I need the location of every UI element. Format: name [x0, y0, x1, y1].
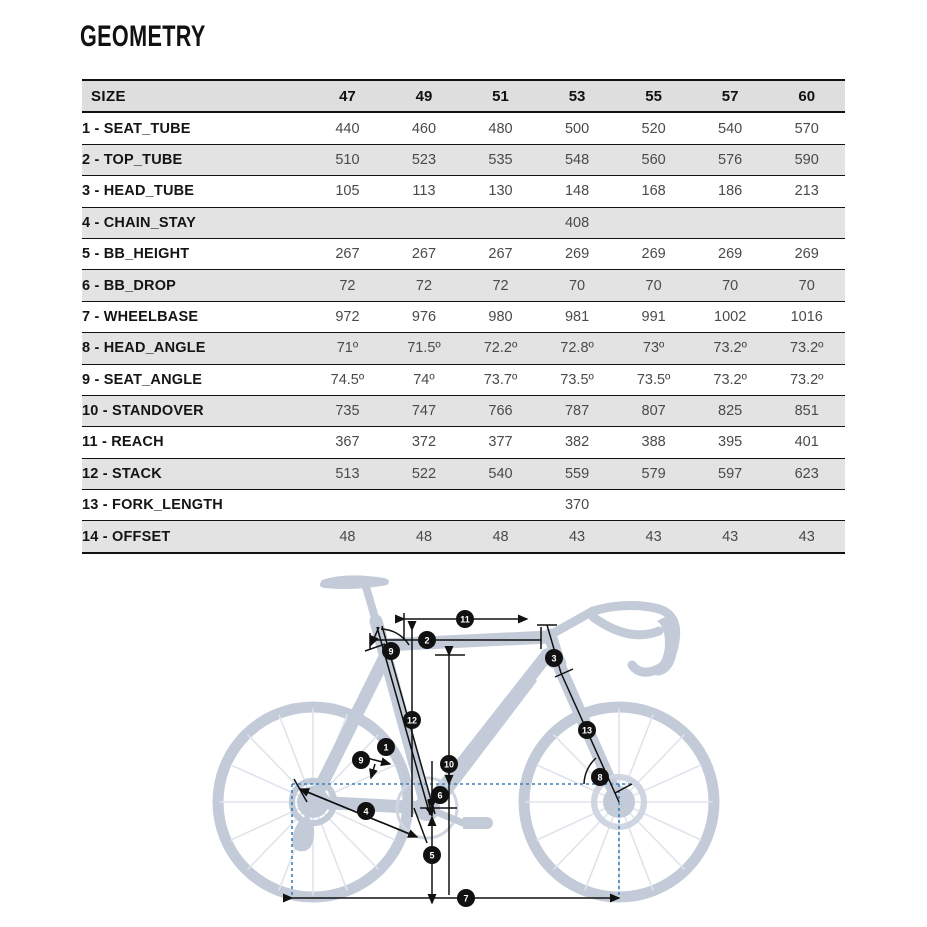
page-title: GEOMETRY: [80, 20, 206, 53]
table-row: [82, 333, 845, 364]
row-value: 382: [539, 427, 616, 458]
row-value: 73.2º: [768, 333, 845, 364]
svg-text:13: 13: [581, 725, 593, 736]
row-value: 522: [386, 458, 463, 489]
row-label: 2 - TOP_TUBE: [82, 144, 309, 175]
svg-text:12: 12: [406, 715, 418, 726]
table-row: [82, 458, 845, 489]
marker-5: [423, 846, 441, 864]
row-value: 43: [692, 521, 769, 553]
header-size-51: 51: [462, 80, 539, 112]
row-label: 11 - REACH: [82, 427, 309, 458]
row-value: 851: [768, 395, 845, 426]
row-value: 73.5º: [539, 364, 616, 395]
marker-10: [440, 755, 458, 773]
row-value: 73.2º: [692, 333, 769, 364]
row-value: 500: [539, 112, 616, 144]
svg-text:1: 1: [383, 742, 389, 753]
row-value: 70: [539, 270, 616, 301]
row-value: 520: [615, 112, 692, 144]
row-value: 976: [386, 301, 463, 332]
row-value-empty: [768, 207, 845, 238]
row-label: 5 - BB_HEIGHT: [82, 238, 309, 269]
svg-text:8: 8: [597, 772, 603, 783]
row-value: 623: [768, 458, 845, 489]
row-value: 71.5º: [386, 333, 463, 364]
marker-8: [591, 768, 609, 786]
row-value: 460: [386, 112, 463, 144]
svg-text:6: 6: [437, 790, 443, 801]
table-header: [82, 80, 845, 112]
table-row: [82, 207, 845, 238]
marker-7: [457, 889, 475, 907]
table-row: [82, 301, 845, 332]
row-value: 367: [309, 427, 386, 458]
row-value: 981: [539, 301, 616, 332]
row-value: 401: [768, 427, 845, 458]
row-value: 440: [309, 112, 386, 144]
table-row: [82, 112, 845, 144]
row-value: 48: [309, 521, 386, 553]
row-value: 548: [539, 144, 616, 175]
row-value: 267: [462, 238, 539, 269]
row-value-empty: [462, 490, 539, 521]
header-row: [82, 80, 845, 112]
row-label: 3 - HEAD_TUBE: [82, 176, 309, 207]
marker-1: [377, 738, 395, 756]
table-row: [82, 144, 845, 175]
row-value-empty: [768, 490, 845, 521]
row-value: 480: [462, 112, 539, 144]
row-value: 72.8º: [539, 333, 616, 364]
table-row: [82, 176, 845, 207]
row-label: 4 - CHAIN_STAY: [82, 207, 309, 238]
row-value: 72: [309, 270, 386, 301]
svg-text:3: 3: [551, 653, 557, 664]
row-value: 48: [386, 521, 463, 553]
geometry-table: [82, 79, 845, 554]
row-value-shared: 370: [539, 490, 616, 521]
table-body: [82, 112, 845, 552]
table-row: [82, 270, 845, 301]
marker-9-bottom: [352, 751, 370, 769]
svg-text:4: 4: [363, 806, 369, 817]
row-value: 735: [309, 395, 386, 426]
row-value: 148: [539, 176, 616, 207]
header-size-53: 53: [539, 80, 616, 112]
row-value: 523: [386, 144, 463, 175]
row-value-empty: [692, 207, 769, 238]
row-value: 73.2º: [692, 364, 769, 395]
row-value: 510: [309, 144, 386, 175]
svg-text:7: 7: [463, 893, 469, 904]
row-value: 513: [309, 458, 386, 489]
row-value-empty: [615, 490, 692, 521]
row-value: 535: [462, 144, 539, 175]
row-value-empty: [615, 207, 692, 238]
row-value-empty: [386, 490, 463, 521]
row-value: 130: [462, 176, 539, 207]
svg-text:5: 5: [429, 850, 435, 861]
row-value: 72: [462, 270, 539, 301]
row-value: 72: [386, 270, 463, 301]
row-value: 980: [462, 301, 539, 332]
row-value: 559: [539, 458, 616, 489]
row-value: 560: [615, 144, 692, 175]
row-value: 73.7º: [462, 364, 539, 395]
header-size-55: 55: [615, 80, 692, 112]
marker-2: [418, 631, 436, 649]
row-value-empty: [309, 490, 386, 521]
row-label: 9 - SEAT_ANGLE: [82, 364, 309, 395]
row-value: 72.2º: [462, 333, 539, 364]
row-value: 377: [462, 427, 539, 458]
row-value: 590: [768, 144, 845, 175]
row-value: 70: [615, 270, 692, 301]
row-value: 168: [615, 176, 692, 207]
row-value: 213: [768, 176, 845, 207]
row-value: 269: [768, 238, 845, 269]
row-value: 807: [615, 395, 692, 426]
svg-text:10: 10: [443, 759, 455, 770]
header-size-60: 60: [768, 80, 845, 112]
marker-13: [578, 721, 596, 739]
table-row: [82, 490, 845, 521]
row-value: 73º: [615, 333, 692, 364]
row-value: 43: [615, 521, 692, 553]
geometry-table-container: [82, 79, 845, 554]
row-value: 540: [692, 112, 769, 144]
row-label: 10 - STANDOVER: [82, 395, 309, 426]
row-label: 12 - STACK: [82, 458, 309, 489]
row-label: 13 - FORK_LENGTH: [82, 490, 309, 521]
svg-text:9: 9: [388, 646, 394, 657]
svg-text:11: 11: [460, 614, 470, 625]
row-value: 74º: [386, 364, 463, 395]
pedal: [463, 817, 493, 829]
row-value: 73.2º: [768, 364, 845, 395]
row-value: 269: [539, 238, 616, 269]
row-value: 372: [386, 427, 463, 458]
row-value: 267: [309, 238, 386, 269]
row-value: 74.5º: [309, 364, 386, 395]
callout-seat-angle-lead2: [371, 764, 375, 778]
table-row: [82, 521, 845, 553]
row-value: 825: [692, 395, 769, 426]
row-value: 186: [692, 176, 769, 207]
marker-3: [545, 649, 563, 667]
svg-text:9: 9: [358, 755, 364, 766]
marker-4: [357, 802, 375, 820]
row-value: 1016: [768, 301, 845, 332]
marker-11: [456, 610, 474, 628]
row-label: 7 - WHEELBASE: [82, 301, 309, 332]
row-value: 113: [386, 176, 463, 207]
table-row: [82, 395, 845, 426]
row-value: 576: [692, 144, 769, 175]
row-value: 597: [692, 458, 769, 489]
header-size-57: 57: [692, 80, 769, 112]
row-value: 579: [615, 458, 692, 489]
row-value: 787: [539, 395, 616, 426]
row-value: 70: [692, 270, 769, 301]
row-value: 395: [692, 427, 769, 458]
row-value: 43: [768, 521, 845, 553]
row-value: 70: [768, 270, 845, 301]
row-value: 43: [539, 521, 616, 553]
row-label: 1 - SEAT_TUBE: [82, 112, 309, 144]
svg-text:2: 2: [424, 635, 430, 646]
bike-geometry-diagram: [195, 565, 740, 925]
row-value: 388: [615, 427, 692, 458]
row-value-empty: [309, 207, 386, 238]
row-value: 747: [386, 395, 463, 426]
row-value: 269: [615, 238, 692, 269]
callout-seat-angle-lead: [367, 758, 390, 764]
row-value-empty: [692, 490, 769, 521]
row-label: 6 - BB_DROP: [82, 270, 309, 301]
header-size-label: SIZE: [82, 80, 309, 112]
row-value: 766: [462, 395, 539, 426]
row-value: 73.5º: [615, 364, 692, 395]
header-size-47: 47: [309, 80, 386, 112]
row-value: 269: [692, 238, 769, 269]
row-value-empty: [462, 207, 539, 238]
row-value-empty: [386, 207, 463, 238]
table-row: [82, 427, 845, 458]
row-value: 570: [768, 112, 845, 144]
row-value: 972: [309, 301, 386, 332]
table-row: [82, 238, 845, 269]
row-value-shared: 408: [539, 207, 616, 238]
saddle: [320, 575, 389, 589]
row-value: 991: [615, 301, 692, 332]
table-row: [82, 364, 845, 395]
marker-9-top: [382, 642, 400, 660]
row-value: 1002: [692, 301, 769, 332]
row-label: 14 - OFFSET: [82, 521, 309, 553]
handlebar: [550, 605, 676, 672]
row-value: 48: [462, 521, 539, 553]
row-value: 71º: [309, 333, 386, 364]
marker-12: [403, 711, 421, 729]
row-value: 105: [309, 176, 386, 207]
marker-6: [431, 786, 449, 804]
row-value: 267: [386, 238, 463, 269]
row-label: 8 - HEAD_ANGLE: [82, 333, 309, 364]
row-value: 540: [462, 458, 539, 489]
header-size-49: 49: [386, 80, 463, 112]
